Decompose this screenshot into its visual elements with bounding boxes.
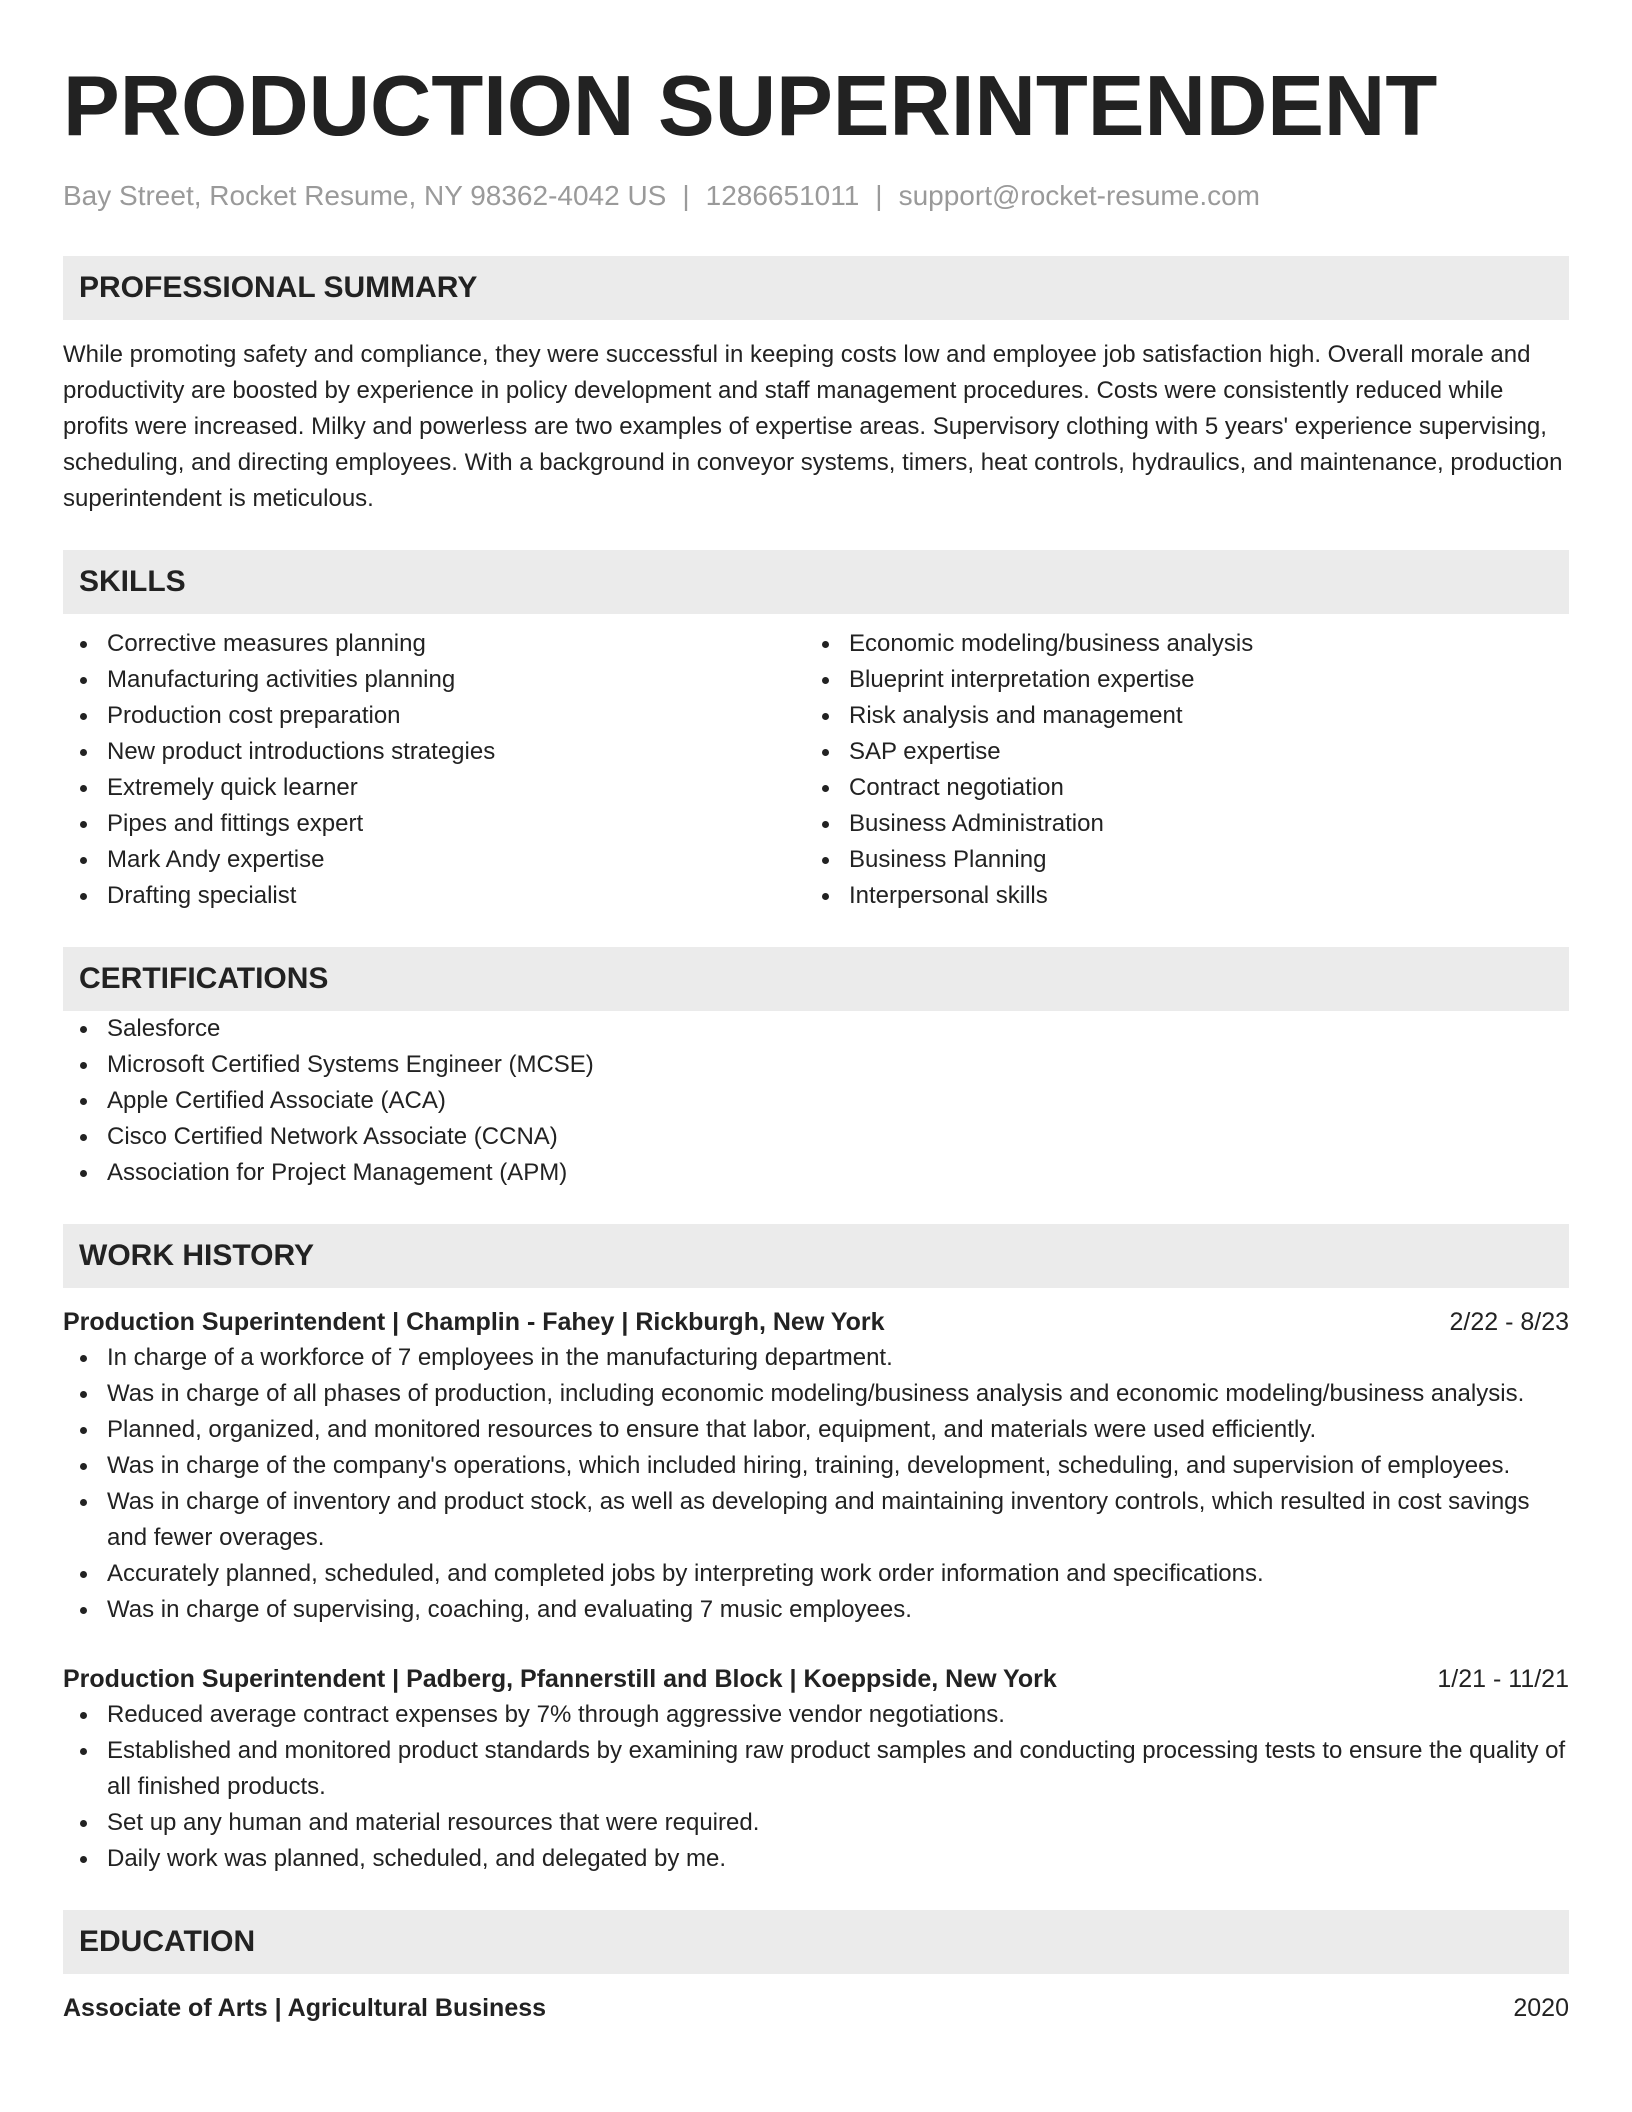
- job-entry-header: [63, 1304, 1569, 1340]
- contact-address: Bay Street, Rocket Resume, NY 98362-4042 US: [63, 180, 667, 211]
- job-bullet: In charge of a workforce of 7 employees in the manufacturing department.: [63, 1340, 1569, 1376]
- job-dates: 2/22 - 8/23: [1449, 1308, 1569, 1336]
- skill-item: Manufacturing activities planning: [63, 662, 805, 698]
- skill-item: Corrective measures planning: [63, 626, 805, 662]
- certification-item: Microsoft Certified Systems Engineer (MCSE): [63, 1047, 1569, 1083]
- job-bullet: Daily work was planned, scheduled, and delegated by me.: [63, 1841, 1569, 1877]
- certification-item: Salesforce: [63, 1011, 1569, 1047]
- skills-list: [63, 626, 1569, 914]
- job-bullet: Established and monitored product standards by examining raw product samples and conducting processing tests to ensure the quality of all finished products.: [63, 1733, 1569, 1805]
- summary-text: While promoting safety and compliance, they were successful in keeping costs low and employee job satisfaction high. Overall morale and productivity are boosted by experience in policy development and staff management procedures. Costs were consistently reduced while profits were increased. Milky and powerless are two examples of expertise areas. Supervisory clothing with 5 years' experience supervising, scheduling, and directing employees. With a background in conveyor systems, timers, heat controls, hydraulics, and maintenance, production superintendent is meticulous.: [63, 341, 1563, 512]
- skill-item: Business Planning: [805, 842, 1547, 878]
- job-bullet-list: [63, 1340, 1569, 1628]
- job-bullet: Accurately planned, scheduled, and completed jobs by interpreting work order information and specifications.: [63, 1556, 1569, 1592]
- job-bullet: Was in charge of all phases of production, including economic modeling/business analysis and economic modeling/business analysis.: [63, 1376, 1569, 1412]
- skill-item: Risk analysis and management: [805, 698, 1547, 734]
- job-title: Production Superintendent | Champlin - Fahey | Rickburgh, New York: [63, 1308, 885, 1336]
- job-bullet: Reduced average contract expenses by 7% through aggressive vendor negotiations.: [63, 1697, 1569, 1733]
- skill-item: Blueprint interpretation expertise: [805, 662, 1547, 698]
- section-header-work-history: WORK HISTORY: [63, 1224, 1569, 1288]
- contact-line: [63, 179, 1569, 213]
- contact-phone: 1286651011: [705, 180, 860, 211]
- section-header-summary: PROFESSIONAL SUMMARY: [63, 256, 1569, 320]
- skills-column-left: [63, 626, 805, 914]
- skill-item: SAP expertise: [805, 734, 1547, 770]
- education-year: 2020: [1513, 1994, 1569, 2022]
- section-header-skills: SKILLS: [63, 550, 1569, 614]
- skill-item: Interpersonal skills: [805, 878, 1547, 914]
- job-bullet: Set up any human and material resources that were required.: [63, 1805, 1569, 1841]
- contact-separator: |: [875, 180, 883, 211]
- job-bullet-list: [63, 1697, 1569, 1877]
- skill-item: Contract negotiation: [805, 770, 1547, 806]
- skill-item: Mark Andy expertise: [63, 842, 805, 878]
- job-bullet: Planned, organized, and monitored resources to ensure that labor, equipment, and materials were used efficiently.: [63, 1412, 1569, 1448]
- skill-item: Extremely quick learner: [63, 770, 805, 806]
- job-entry-header: [63, 1661, 1569, 1697]
- job-title: Production Superintendent | Padberg, Pfannerstill and Block | Koeppside, New York: [63, 1665, 1057, 1693]
- job-bullet: Was in charge of inventory and product stock, as well as developing and maintaining inventory controls, which resulted in cost savings and fewer overages.: [63, 1484, 1569, 1556]
- education-degree: Associate of Arts | Agricultural Business: [63, 1994, 547, 2022]
- skill-item: Pipes and fittings expert: [63, 806, 805, 842]
- job-bullet: Was in charge of the company's operations, which included hiring, training, development, scheduling, and supervision of employees.: [63, 1448, 1569, 1484]
- contact-separator: |: [682, 180, 690, 211]
- education-entry: [63, 1990, 1569, 2026]
- job-bullet: Was in charge of supervising, coaching, and evaluating 7 music employees.: [63, 1592, 1569, 1628]
- resume-name-title: PRODUCTION SUPERINTENDENT: [63, 59, 1438, 154]
- certification-item: Apple Certified Associate (ACA): [63, 1083, 1569, 1119]
- certification-item: Cisco Certified Network Associate (CCNA): [63, 1119, 1569, 1155]
- skill-item: New product introductions strategies: [63, 734, 805, 770]
- skill-item: Economic modeling/business analysis: [805, 626, 1547, 662]
- skill-item: Drafting specialist: [63, 878, 805, 914]
- certification-item: Association for Project Management (APM): [63, 1155, 1569, 1191]
- section-header-certifications: CERTIFICATIONS: [63, 947, 1569, 1011]
- skills-column-right: [805, 626, 1547, 914]
- section-header-education: EDUCATION: [63, 1910, 1569, 1974]
- certifications-list: [63, 1011, 1569, 1191]
- contact-email: support@rocket-resume.com: [898, 180, 1261, 211]
- job-dates: 1/21 - 11/21: [1437, 1665, 1569, 1693]
- skill-item: Business Administration: [805, 806, 1547, 842]
- skill-item: Production cost preparation: [63, 698, 805, 734]
